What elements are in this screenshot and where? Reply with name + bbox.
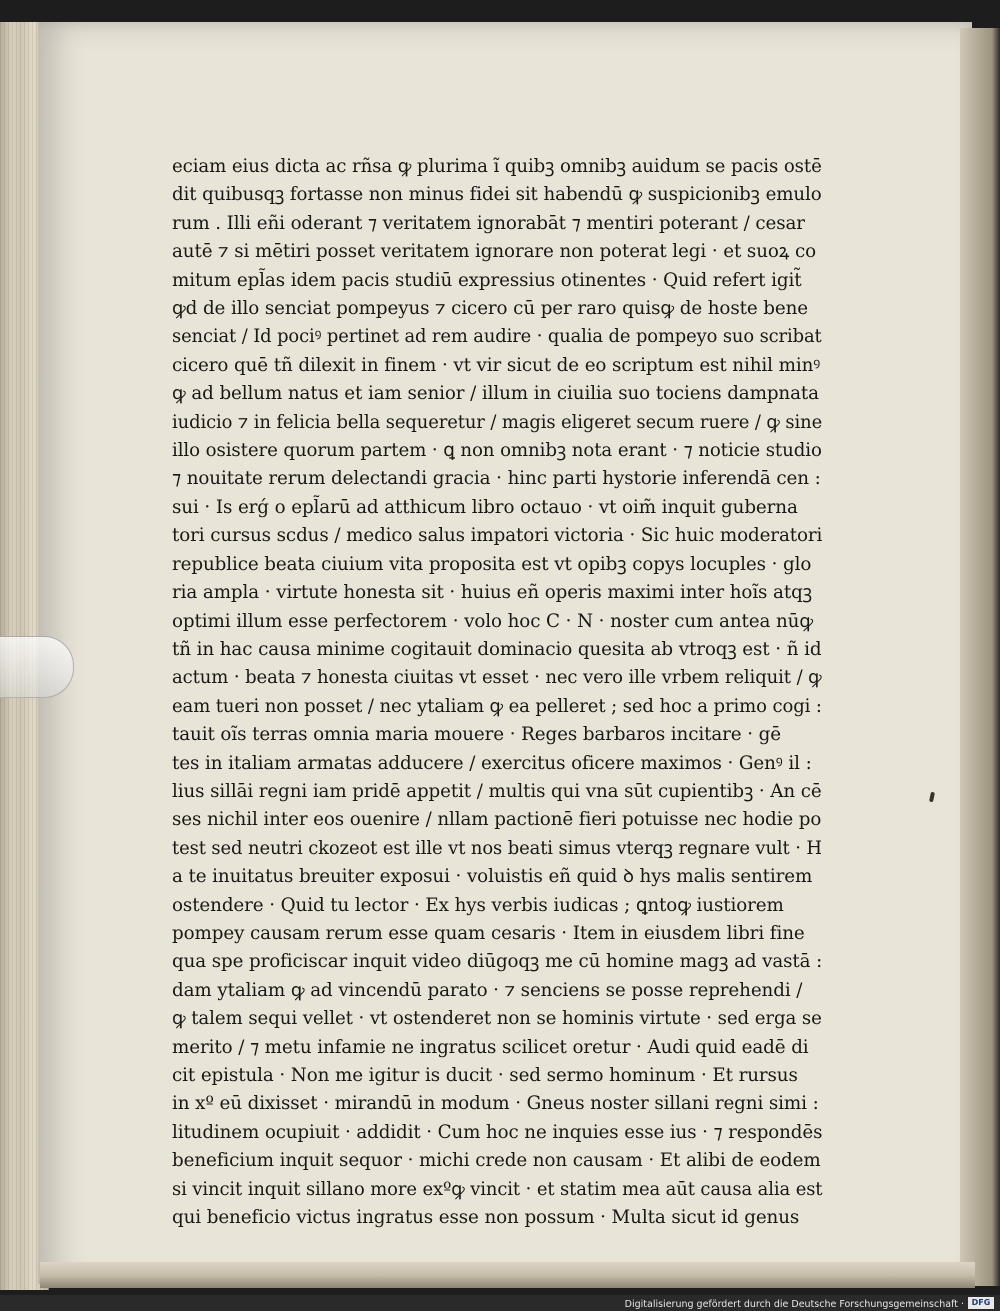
text-line: a te inuitatus breuiter exposui · voluistis eñ quid ꝺ hys malis sentirem xyxy=(172,866,813,888)
right-page-edge xyxy=(960,28,1000,1286)
text-line: test sed neutri ckozeot est ille vt nos beati simus vterqꝫ regnare vult · H xyxy=(172,837,822,859)
page-clip xyxy=(0,636,74,698)
text-line: tes in italiam armatas adducere / exercitus oficere maximos · Genꝰ il : xyxy=(172,752,812,774)
funding-notice: Digitalisierung gefördert durch die Deutsche Forschungsgemeinschaft · xyxy=(624,1299,964,1310)
text-line: ꝙd de illo senciat pompeyus ⁊ cicero cū per raro quisꝙ de hoste bene xyxy=(172,298,808,320)
text-line: eam tueri non posset / nec ytaliam ꝙ ea pelleret ; sed hoc a primo cogi : xyxy=(172,695,822,717)
text-line: ostendere · Quid tu lector · Ex hys verbis iudicas ; ꝗntoꝙ iustiorem xyxy=(172,894,784,916)
text-line: dam ytaliam ꝙ ad vincendū parato · ⁊ senciens se posse reprehendi / xyxy=(172,979,803,1001)
text-line: mitum epl̃as idem pacis studiū expressius otinentes · Quid refert igit̃ xyxy=(172,269,802,291)
text-line: qua spe proficiscar inquit video diūgoqꝫ me cū homine magꝫ ad vastā : xyxy=(172,951,823,973)
text-line: ses nichil inter eos ouenire / nllam pactionē fieri potuisse nec hodie po xyxy=(172,809,822,831)
text-line: autē ⁊ si mētiri posset veritatem ignorare non poterat legi · et suoꝝ co xyxy=(172,241,817,263)
text-line: eciam eius dicta ac rñsa ꝙ plurima ĩ quibꝫ omnibꝫ auidum se pacis ostē xyxy=(172,156,822,177)
dfg-logo: DFG xyxy=(968,1297,994,1309)
text-line: illo osistere quorum partem · ꝗ non omnibꝫ nota erant · ⁊ noticie studio xyxy=(172,440,822,462)
text-line: optimi illum esse perfectorem · volo hoc C · N · noster cum antea nūꝙ xyxy=(172,610,813,632)
text-line: sui · Is erǵ o epl̃arū ad atthicum libro octauo · vt oim̃ inquit guberna xyxy=(172,496,798,518)
footer-bar xyxy=(0,1295,1000,1311)
text-line: tori cursus scdus / medico salus impatori victoria · Sic huic moderatori xyxy=(172,525,823,547)
text-line: tñ in hac causa minime cogitauit dominacio quesita ab vtroqꝫ est · ñ id xyxy=(172,638,822,660)
text-line: litudinem ocupiuit · addidit · Cum hoc ne inquies esse ius · ⁊ respondēs xyxy=(172,1121,823,1143)
text-line: beneficium inquit sequor · michi crede non causam · Et alibi de eodem xyxy=(172,1150,821,1172)
text-line: lius sillāi regni iam pridē appetit / multis qui vna sūt cupientibꝫ · An cē xyxy=(172,780,822,802)
text-line: rum . Illi eñi oderant ⁊ veritatem ignorabāt ⁊ mentiri poterant / cesar xyxy=(172,212,805,234)
page-text xyxy=(172,153,822,1232)
text-line: senciat / Id pociꝰ pertinet ad rem audire · qualia de pompeyo suo scribat xyxy=(172,326,822,348)
text-line: dit quibusqꝫ fortasse non minus fidei sit habendū ꝙ suspicionibꝫ emulo xyxy=(172,184,822,206)
bottom-page-edge xyxy=(40,1262,975,1288)
text-line: si vincit inquit sillano more exºꝙ vincit · et statim mea aūt causa alia est xyxy=(172,1178,823,1200)
text-line: in xº eū dixisset · mirandū in modum · Gneus noster sillani regni simi : xyxy=(172,1093,819,1115)
text-line: actum · beata ⁊ honesta ciuitas vt esset · nec vero ille vrbem reliquit / ꝙ xyxy=(172,667,822,689)
text-line: ⁊ nouitate rerum delectandi gracia · hinc parti hystorie inferendā cen : xyxy=(172,468,821,490)
text-line: pompey causam rerum esse quam cesaris · Item in eiusdem libri fine xyxy=(172,922,805,944)
text-line: iudicio ⁊ in felicia bella sequeretur / magis eligeret secum ruere / ꝙ sine xyxy=(172,411,823,433)
text-line: cit epistula · Non me igitur is ducit · sed sermo hominum · Et rursus xyxy=(172,1065,798,1086)
text-line: merito / ⁊ metu infamie ne ingratus scilicet oretur · Audi quid eadē di xyxy=(172,1036,809,1058)
text-line: tauit oĩs terras omnia maria mouere · Reges barbaros incitare · gē xyxy=(172,724,781,746)
text-line: ꝙ talem sequi vellet · vt ostenderet non se hominis virtute · sed erga se xyxy=(172,1008,822,1030)
text-line: qui beneficio victus ingratus esse non possum · Multa sicut id genus xyxy=(172,1207,800,1229)
text-line: ria ampla · virtute honesta sit · huius eñ operis maximi inter hoĩs atqꝫ xyxy=(172,582,812,604)
text-line: cicero quē tñ dilexit in finem · vt vir sicut de eo scriptum est nihil minꝰ xyxy=(172,354,821,376)
text-line: ꝙ ad bellum natus et iam senior / illum in ciuilia suo tociens dampnata xyxy=(172,383,819,405)
text-line: republice beata ciuium vita proposita est vt opibꝫ copys locuples · glo xyxy=(172,553,812,575)
